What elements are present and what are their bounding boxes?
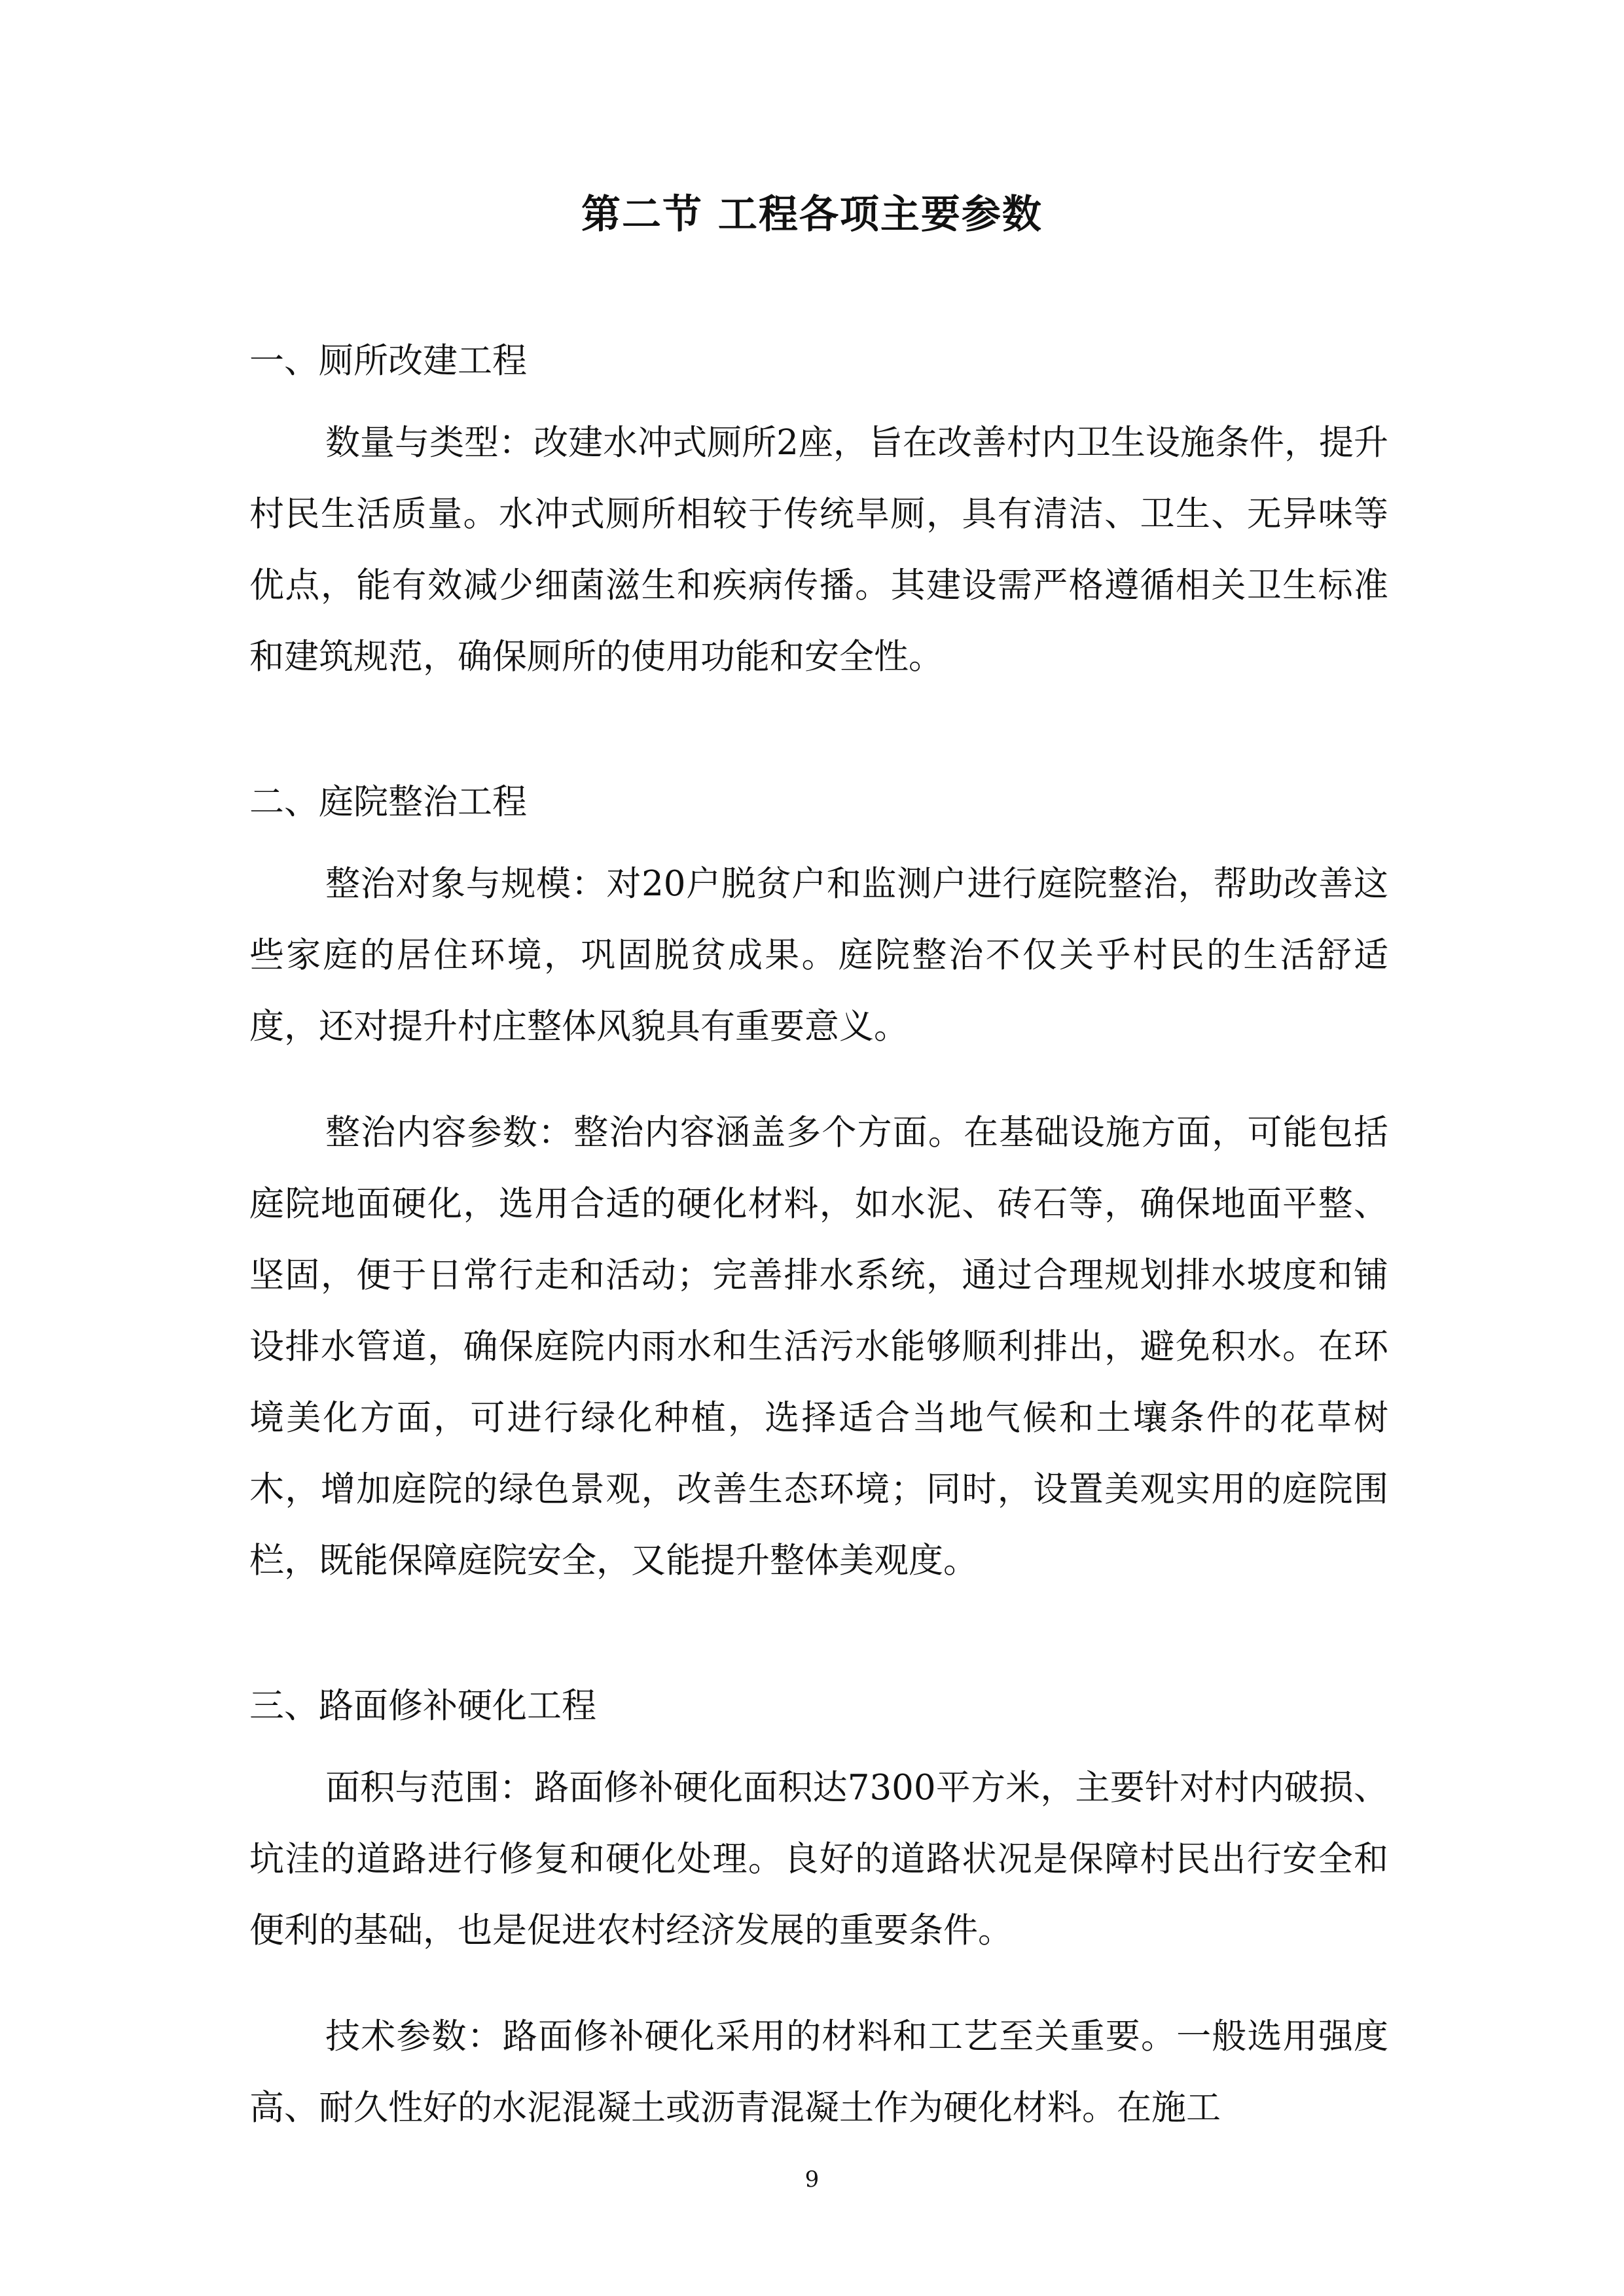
section-heading: 二、庭院整治工程 [249,782,527,822]
section-heading: 三、路面修补硬化工程 [249,1686,596,1726]
section-road-repair [249,1679,1388,2144]
page-title: 第二节 工程各项主要参数 [581,192,1043,238]
paragraph: 技术参数：路面修补硬化采用的材料和工艺至关重要。一般选用强度高、耐久性好的水泥混凝土或沥青混凝土作为硬化材料。在施工 [249,2017,1388,2128]
section-courtyard-improvement [249,775,1388,1596]
section-heading: 一、厕所改建工程 [249,341,527,381]
paragraph: 面积与范围：路面修补硬化面积达7300平方米，主要针对村内破损、坑洼的道路进行修复和硬化处理。良好的道路状况是保障村民出行安全和便利的基础，也是促进农村经济发展的重要条件。 [249,1768,1388,1950]
paragraph: 数量与类型：改建水冲式厕所2座，旨在改善村内卫生设施条件，提升村民生活质量。水冲式厕所相较于传统旱厕，具有清洁、卫生、无异味等优点，能有效减少细菌滋生和疾病传播。其建设需严格遵循相关卫生标准和建筑规范，确保厕所的使用功能和安全性。 [249,423,1388,677]
document-body [249,334,1388,2226]
paragraph: 整治内容参数：整治内容涵盖多个方面。在基础设施方面，可能包括庭院地面硬化，选用合适的硬化材料，如水泥、砖石等，确保地面平整、坚固，便于日常行走和活动；完善排水系统，通过合理规划排水坡度和铺设排水管道，确保庭院内雨水和生活污水能够顺利排出，避免积水。在环境美化方面，可进行绿化种植，选择适合当地气候和土壤条件的花草树木，增加庭院的绿色景观，改善生态环境；同时，设置美观实用的庭院围栏，既能保障庭院安全，又能提升整体美观度。 [249,1113,1388,1581]
page-number: 9 [804,2166,820,2193]
paragraph: 整治对象与规模：对20户脱贫户和监测户进行庭院整治，帮助改善这些家庭的居住环境，巩固脱贫成果。庭院整治不仅关乎村民的生活舒适度，还对提升村庄整体风貌具有重要意义。 [249,864,1388,1047]
section-toilet-renovation [249,334,1388,692]
